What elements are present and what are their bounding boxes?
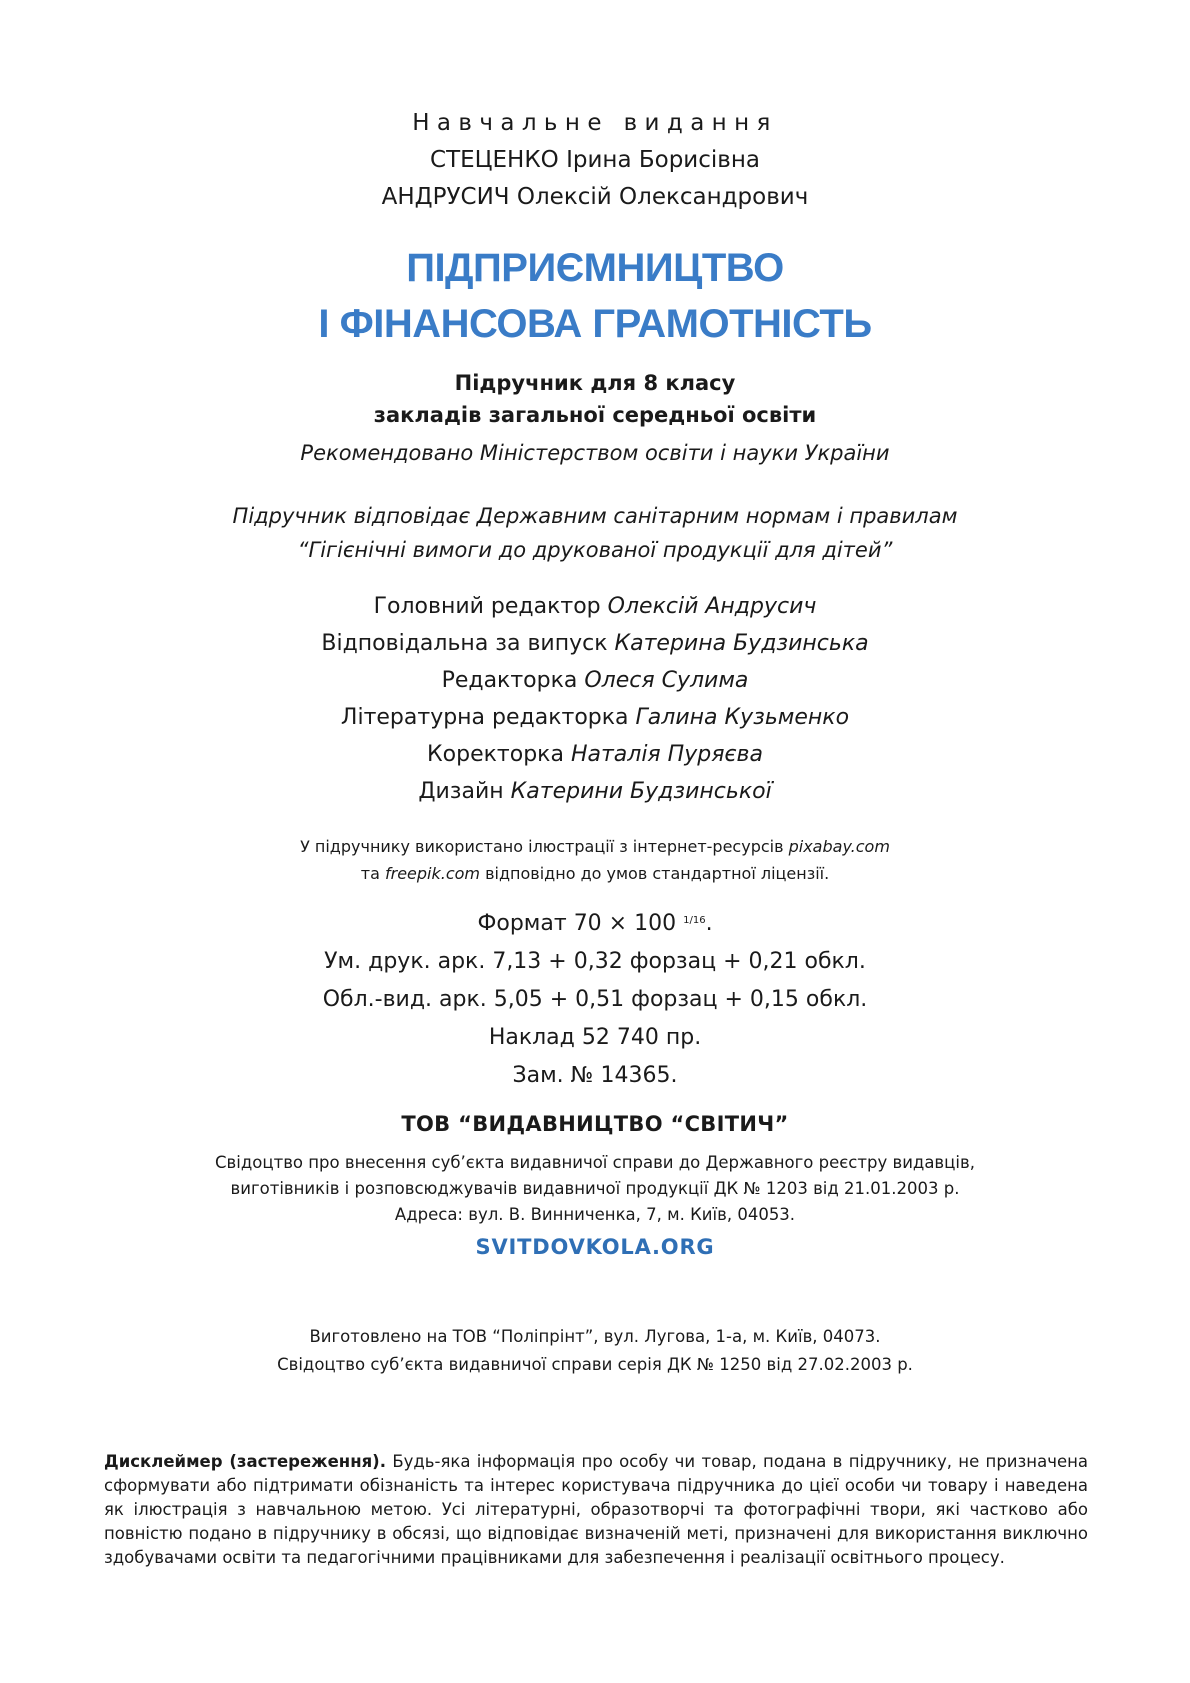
author-name: СТЕЦЕНКО Ірина Борисівна [430,147,760,173]
credit-line [0,588,1190,625]
credit-role: Коректорка [427,742,564,767]
printer-line: Свідоцтво суб’єкта видавничої справи серія ДК № 1250 від 27.02.2003 р. [277,1355,913,1374]
printer-line: Виготовлено на ТОВ “Поліпрінт”, вул. Лугова, 1-а, м. Київ, 04073. [309,1327,881,1346]
publisher-name: ТОВ “ВИДАВНИЦТВО “СВІТИЧ” [401,1112,789,1136]
hygiene-note [0,499,1190,567]
hygiene-line: Підручник відповідає Державним санітарним нормам і правилам [232,504,958,528]
credit-line [0,699,1190,736]
book-title [0,240,1190,352]
credit-line [0,662,1190,699]
illustration-text: відповідно до умов стандартної ліцензії. [485,864,830,883]
disclaimer-text: Будь-яка інформація про особу чи товар, подана в підручнику, не призначена сформувати або підтримати обізнаність та інтерес користувача підручника до цієї особи чи товару і наведена як ілюстрація з навчальною метою. Усі літературні, образотворчі та фотографічні твори, які частково або повністю подано в підручнику в обсязі, що відповідає визначеній меті, призначені для використання виключно здобувачами освіти та педагогічними працівниками для забезпечення і реалізації освітнього процесу. [104,1452,1088,1567]
illustration-sources [0,833,1190,887]
credit-role: Відповідальна за випуск [321,631,608,656]
credit-person: Катерини Будзинської [510,779,772,804]
format-fraction: 1/16 [683,915,706,926]
certificate-line: Свідоцтво про внесення суб’єкта видавничої справи до Державного реєстру видавців, [215,1153,975,1172]
subtitle-line: закладів загальної середньої освіти [373,403,817,427]
format-text: Формат 70 × 100 [477,911,677,936]
credit-line [0,625,1190,662]
credit-person: Олексій Андрусич [607,594,817,619]
credit-line [0,736,1190,773]
illustration-text: та [360,864,380,883]
edition-type: Навчальне видання [412,110,778,136]
format-end: . [705,911,713,936]
title-line: ПІДПРИЄМНИЦТВО [406,246,784,290]
title-line: І ФІНАНСОВА ГРАМОТНІСТЬ [318,302,872,346]
publishing-sheets: Обл.-вид. арк. 5,05 + 0,51 форзац + 0,15 обкл. [322,987,868,1012]
publisher-certificate [0,1150,1190,1228]
credit-role: Головний редактор [373,594,601,619]
print-sheets: Ум. друк. арк. 7,13 + 0,32 форзац + 0,21 обкл. [324,949,866,974]
website-link[interactable]: SVITDOVKOLA.ORG [475,1235,715,1259]
order-number: Зам. № 14365. [512,1063,678,1088]
certificate-line: виготівників і розповсюджувачів видавничої продукції ДК № 1203 від 21.01.2003 р. [230,1179,960,1198]
hygiene-line: “Гігієнічні вимоги до друкованої продукції для дітей” [297,538,893,562]
authors [0,142,1190,216]
source-site: freepik.com [384,864,481,883]
credits-list [0,588,1190,810]
illustration-text: У підручнику використано ілюстрації з інтернет-ресурсів [300,837,784,856]
source-site: pixabay.com [788,837,890,856]
credit-person: Галина Кузьменко [635,705,850,730]
credit-role: Редакторка [441,668,578,693]
disclaimer [104,1450,1088,1570]
subtitle-line: Підручник для 8 класу [454,371,736,395]
illustration-line [0,833,1190,860]
recommendation-note: Рекомендовано Міністерством освіти і науки України [300,441,890,465]
author-name: АНДРУСИЧ Олексій Олександрович [381,184,809,210]
credit-line [0,773,1190,810]
technical-details [0,902,1190,1095]
format-line [0,902,1190,943]
circulation: Наклад 52 740 пр. [488,1025,702,1050]
printer-info [0,1323,1190,1379]
disclaimer-label: Дисклеймер (застереження). [104,1452,386,1471]
publisher-address: Адреса: вул. В. Винниченка, 7, м. Київ, 04053. [394,1205,796,1224]
illustration-line [0,860,1190,887]
credit-role: Дизайн [418,779,504,804]
credit-person: Катерина Будзинська [614,631,869,656]
credit-role: Літературна редакторка [340,705,629,730]
credit-person: Наталія Пуряєва [570,742,763,767]
credit-person: Олеся Сулима [584,668,749,693]
book-subtitle [0,367,1190,431]
